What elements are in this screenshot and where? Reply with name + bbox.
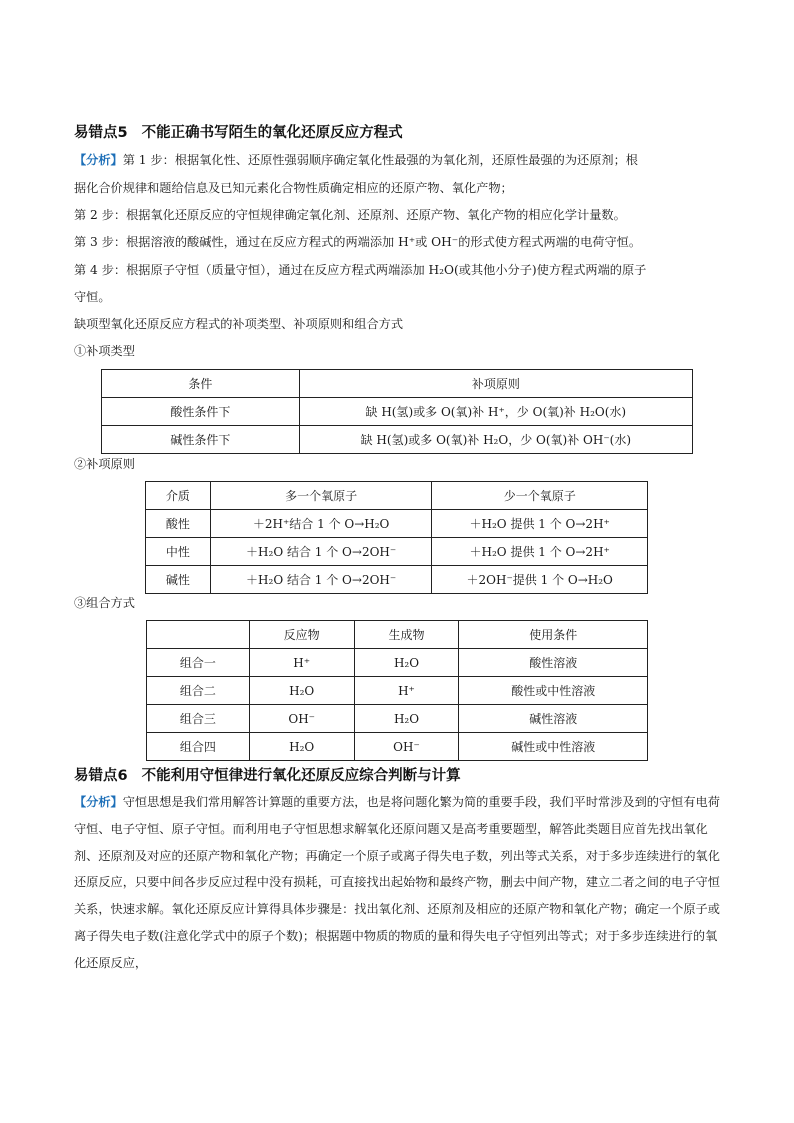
table-cell: ＋H₂O 提供 1 个 O→2H⁺ xyxy=(432,538,648,566)
table-header-row xyxy=(146,482,648,510)
table-cell: 酸性 xyxy=(146,510,211,538)
table-cell: H⁺ xyxy=(249,649,354,677)
section6-paragraph xyxy=(74,789,722,977)
table-header-cell: 介质 xyxy=(146,482,211,510)
section6-number: 易错点6 xyxy=(74,768,128,784)
table-row xyxy=(102,398,693,426)
step4-line-a: 第 4 步：根据原子守恒（质量守恒），通过在反应方程式两端添加 H₂O(或其他小分子)使方程式两端的原子 xyxy=(74,263,647,277)
table-header-cell: 使用条件 xyxy=(459,621,648,649)
analysis-tag: 【分析】 xyxy=(74,153,123,167)
table-cell: ＋2OH⁻提供 1 个 O→H₂O xyxy=(432,566,648,594)
table-cell: 组合二 xyxy=(147,677,250,705)
step1-text: 第 1 步：根据氧化性、还原性强弱顺序确定氧化性最强的为氧化剂，还原性最强的为还原剂；根 xyxy=(122,153,638,167)
table-cell: 缺 H(氢)或多 O(氧)补 H⁺，少 O(氧)补 H₂O(水) xyxy=(299,398,692,426)
table-supplement-types xyxy=(101,369,693,454)
table-header-cell: 少一个氧原子 xyxy=(432,482,648,510)
table-row xyxy=(147,677,648,705)
table-header-cell: 生成物 xyxy=(354,621,459,649)
table-row xyxy=(146,538,648,566)
table-cell: 组合四 xyxy=(147,733,250,761)
table-cell: ＋H₂O 结合 1 个 O→2OH⁻ xyxy=(210,566,432,594)
table-header-cell: 反应物 xyxy=(249,621,354,649)
section6-heading xyxy=(74,764,461,785)
table-cell: OH⁻ xyxy=(354,733,459,761)
table-header-cell xyxy=(147,621,250,649)
table-cell: H₂O xyxy=(249,677,354,705)
table-header-cell: 多一个氧原子 xyxy=(210,482,432,510)
table-cell: OH⁻ xyxy=(249,705,354,733)
table-header-row xyxy=(147,621,648,649)
table-cell: H₂O xyxy=(354,705,459,733)
table-header-cell: 条件 xyxy=(102,370,300,398)
table-header-row xyxy=(102,370,693,398)
table-cell: 酸性或中性溶液 xyxy=(459,677,648,705)
table-row xyxy=(147,705,648,733)
table-cell: 碱性条件下 xyxy=(102,426,300,454)
table-row xyxy=(146,510,648,538)
subheading-3: ③组合方式 xyxy=(74,596,135,610)
subheading-2: ②补项原则 xyxy=(74,457,135,471)
table-cell: 碱性或中性溶液 xyxy=(459,733,648,761)
section5-heading xyxy=(74,121,403,142)
table-cell: H₂O xyxy=(249,733,354,761)
step1-line-a xyxy=(74,146,722,174)
analysis-tag: 【分析】 xyxy=(74,795,123,809)
table-cell: 组合一 xyxy=(147,649,250,677)
section5-title: 不能正确书写陌生的氧化还原反应方程式 xyxy=(141,125,403,141)
intro-line: 缺项型氧化还原反应方程式的补项类型、补项原则和组合方式 xyxy=(74,317,404,331)
table-supplement-principles xyxy=(145,481,648,594)
step1-line-b: 据化合价规律和题给信息及已知元素化合物性质确定相应的还原产物、氧化产物； xyxy=(74,181,513,195)
table-cell: H⁺ xyxy=(354,677,459,705)
step3-line: 第 3 步：根据溶液的酸碱性，通过在反应方程式的两端添加 H⁺或 OH⁻的形式使方程式两端的电荷守恒。 xyxy=(74,235,642,249)
table-combinations xyxy=(146,620,648,761)
table-cell: ＋2H⁺结合 1 个 O→H₂O xyxy=(210,510,432,538)
table-cell: 酸性条件下 xyxy=(102,398,300,426)
table-cell: ＋H₂O 提供 1 个 O→2H⁺ xyxy=(432,510,648,538)
section6-title: 不能利用守恒律进行氧化还原反应综合判断与计算 xyxy=(141,768,461,784)
table-cell: 碱性 xyxy=(146,566,211,594)
table-cell: 中性 xyxy=(146,538,211,566)
table-cell: 组合三 xyxy=(147,705,250,733)
table-cell: 缺 H(氢)或多 O(氧)补 H₂O，少 O(氧)补 OH⁻(水) xyxy=(299,426,692,454)
table-row xyxy=(147,733,648,761)
step4-line-b: 守恒。 xyxy=(74,290,111,304)
table-row xyxy=(147,649,648,677)
table-header-cell: 补项原则 xyxy=(299,370,692,398)
table-cell: ＋H₂O 结合 1 个 O→2OH⁻ xyxy=(210,538,432,566)
table-cell: H₂O xyxy=(354,649,459,677)
section5-number: 易错点5 xyxy=(74,125,128,141)
step2-line: 第 2 步：根据氧化还原反应的守恒规律确定氧化剂、还原剂、还原产物、氧化产物的相应化学计量数。 xyxy=(74,208,626,222)
table-cell: 酸性溶液 xyxy=(459,649,648,677)
table-cell: 碱性溶液 xyxy=(459,705,648,733)
subheading-1: ①补项类型 xyxy=(74,344,135,358)
section6-body: 守恒思想是我们常用解答计算题的重要方法，也是将问题化繁为简的重要手段，我们平时常涉及到的守恒有电荷守恒、电子守恒、原子守恒。而利用电子守恒思想求解氧化还原问题又是高考重要题型，解答此类题目应首先找出氧化剂、还原剂及对应的还原产物和氧化产物；再确定一个原子或离子得失电子数，列出等式关系，对于多步连续进行的氧化还原反应，只要中间各步反应过程中没有损耗，可直接找出起始物和最终产物，删去中间产物，建立二者之间的电子守恒关系，快速求解。氧化还原反应计算得具体步骤是：找出氧化剂、还原剂及相应的还原产物和氧化产物；确定一个原子或离子得失电子数(注意化学式中的原子个数)；根据题中物质的物质的量和得失电子守恒列出等式；对于多步连续进行的氧化还原反应， xyxy=(74,795,720,970)
